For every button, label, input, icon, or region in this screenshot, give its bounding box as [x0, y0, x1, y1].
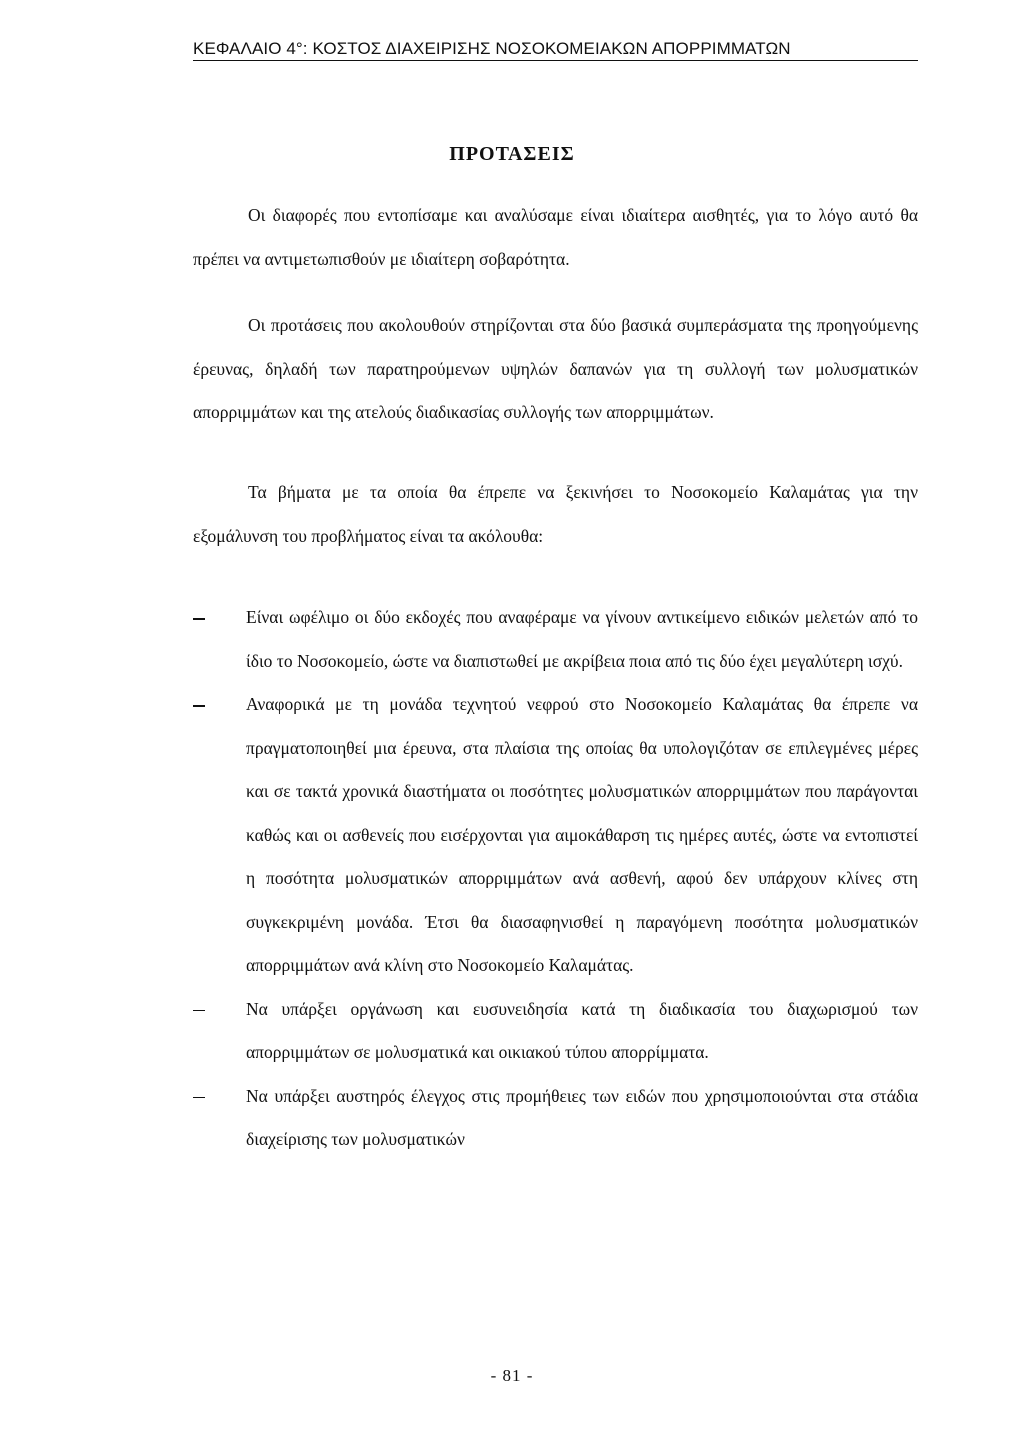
paragraph-steps: Τα βήματα με τα οποία θα έπρεπε να ξεκινήσει το Νοσοκομείο Καλαμάτας για την εξομάλυνση του προβλήματος είναι τα ακόλουθα: [193, 482, 918, 546]
list-item [193, 988, 918, 1075]
paragraph-proposals: Οι προτάσεις που ακολουθούν στηρίζονται στα δύο βασικά συμπεράσματα της προηγούμενης έρευνας, δηλαδή των παρατηρούμενων υψηλών δαπανών για τη συλλογή των μολυσματικών απορριμμάτων και της ατελούς διαδικασίας συλλογής των απορριμμάτων. [193, 315, 918, 422]
section-title: ΠΡΟΤΑΣΕΙΣ [449, 143, 575, 165]
proposal-list [193, 596, 918, 1162]
list-item [193, 1075, 918, 1162]
list-item-text: Να υπάρξει οργάνωση και ευσυνειδησία κατά τη διαδικασία του διαχωρισμού των απορριμμάτων σε μολυσματικά και οικιακού τύπου απορρίμματα. [246, 998, 918, 1062]
list-item-text: Είναι ωφέλιμο οι δύο εκδοχές που αναφέραμε να γίνουν αντικείμενο ειδικών μελετών από το ίδιο το Νοσοκομείο, ώστε να διαπιστωθεί με ακρίβεια ποια από τις δύο έχει μεγαλύτερη ισχύ. [246, 607, 918, 671]
list-item [193, 683, 918, 988]
page-number: - 81 - [490, 1366, 534, 1385]
list-item-text: Να υπάρξει αυστηρός έλεγχος στις προμήθειες των ειδών που χρησιμοποιούνται στα στάδια διαχείρισης των μολυσματικών [246, 1085, 918, 1149]
paragraph-intro: Οι διαφορές που εντοπίσαμε και αναλύσαμε είναι ιδιαίτερα αισθητές, για το λόγο αυτό θα πρέπει να αντιμετωπισθούν με ιδιαίτερη σοβαρότητα. [193, 205, 918, 269]
running-header: ΚΕΦΑΛΑΙΟ 4°: ΚΟΣΤΟΣ ΔΙΑΧΕΙΡΙΣΗΣ ΝΟΣΟΚΟΜΕΙΑΚΩΝ ΑΠΟΡΡΙΜΜΑΤΩΝ [193, 38, 918, 61]
list-item [193, 596, 918, 683]
list-item-text: Αναφορικά με τη μονάδα τεχνητού νεφρού στο Νοσοκομείο Καλαμάτας θα έπρεπε να πραγματοποιηθεί μια έρευνα, στα πλαίσια της οποίας θα υπολογιζόταν σε επιλεγμένες μέρες και σε τακτά χρονικά διαστήματα οι ποσότητες μολυσματικών απορριμμάτων που παράγονται καθώς και οι ασθενείς που εισέρχονται για αιμοκάθαρση τις ημέρες αυτές, ώστε να εντοπιστεί η ποσότητα μολυσματικών απορριμμάτων ανά ασθενή, αφού δεν υπάρχουν κλίνες στη συγκεκριμένη μονάδα. Έτσι θα διασαφηνισθεί η παραγόμενη ποσότητα μολυσματικών απορριμμάτων ανά κλίνη στο Νοσοκομείο Καλαμάτας. [246, 694, 918, 975]
